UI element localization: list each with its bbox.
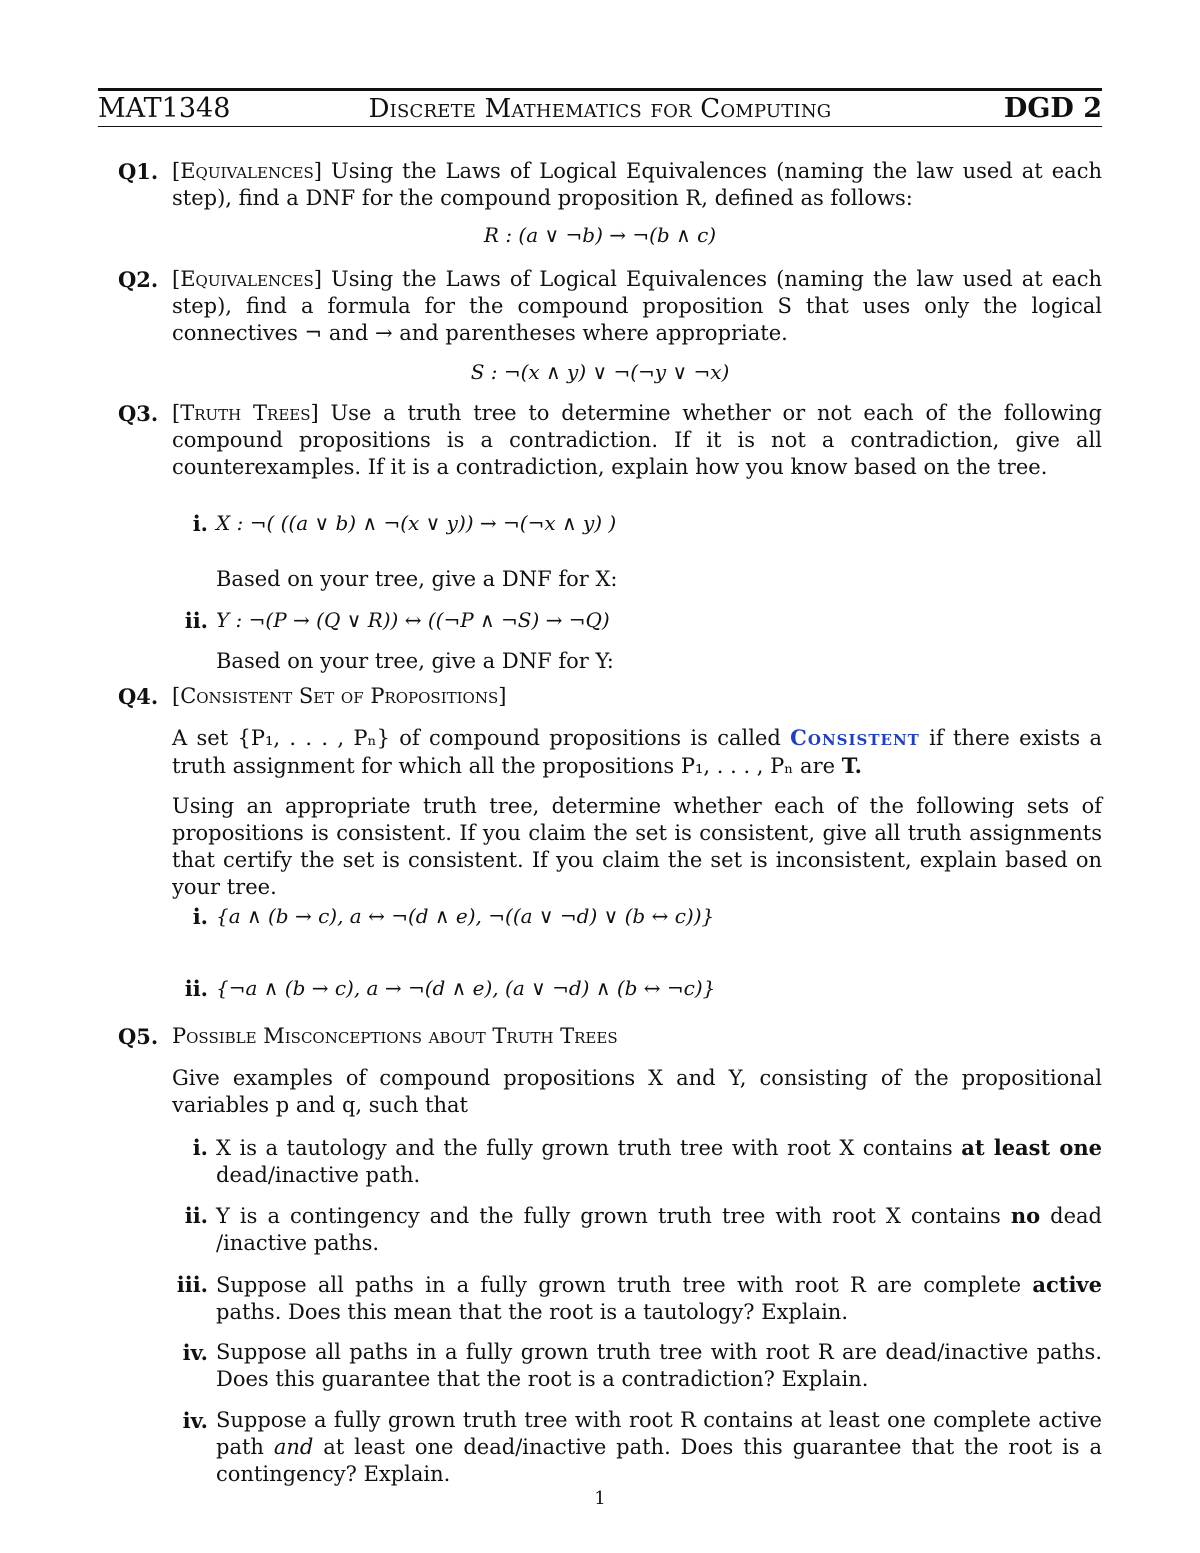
definition-after: if there exists a truth assignment for which all the propositions P₁, . . . , Pₙ are [172,726,1103,778]
question-2 [118,266,1102,348]
item-text: Y is a contingency and the fully grown truth tree with root X contains [216,1204,1001,1228]
truth-value: T. [841,753,862,778]
question-5-tag: Possible Misconceptions about Truth Trees [172,1024,618,1048]
item-label: i. [192,904,208,929]
question-1-text: Using the Laws of Logical Equivalences (naming the law used at each step), find a DNF for the compound proposition R, defined as follows: [172,159,1102,210]
item-text-end: paths. Does this mean that the root is a tautology? Explain. [216,1300,849,1324]
page-number: 1 [594,1488,606,1509]
formula-x: X : ¬( ((a ∨ b) ∧ ¬(x ∨ y)) → ¬(¬x ∧ y) ) [216,511,617,535]
item-text-end: at least one dead/inactive path. Does this guarantee that the root is a contingency? Explain. [216,1435,1102,1486]
item-label: iv. [182,1340,208,1365]
question-5-intro: Give examples of compound propositions X and Y, consisting of the propositional variables p and q, such that [172,1066,1102,1117]
formula-r: R : (a ∨ ¬b) → ¬(b ∧ c) [483,223,717,247]
item-text: Suppose all paths in a fully grown truth tree with root R are complete [216,1273,1022,1297]
item-emphasis: no [1010,1203,1041,1228]
question-2-tag: [Equivalences] [172,267,322,291]
question-3-tag: [Truth Trees] [172,401,319,425]
item-text-end: dead/inactive path. [216,1163,421,1187]
question-4 [118,683,1102,713]
set-formula-ii: {¬a ∧ (b → c), a → ¬(d ∧ e), (a ∨ ¬d) ∧ (b ↔ ¬c)} [216,976,716,1000]
item-label: iii. [176,1272,208,1297]
question-3-item-i-followup: Based on your tree, give a DNF for X: [216,567,618,591]
consistent-definition [172,724,1102,780]
item-label: iv. [182,1408,208,1433]
definition-before: A set {P₁, . . . , Pₙ} of compound propositions is called [172,726,781,750]
question-2-number: Q2. [118,267,159,292]
header-top-rule [98,88,1102,91]
course-title: Discrete Mathematics for Computing [368,94,832,124]
question-3-number: Q3. [118,401,159,426]
question-1-tag: [Equivalences] [172,159,322,183]
question-4-tag: [Consistent Set of Propositions] [172,684,507,708]
item-emphasis: at least one [961,1135,1102,1160]
item-label: i. [192,511,208,536]
question-4-instructions: Using an appropriate truth tree, determine whether each of the following sets of propositions is consistent. If you claim the set is consistent, give all truth assignments that certify the set is consistent. If you claim the set is inconsistent, explain based on your tree. [172,794,1102,899]
question-5 [118,1023,1102,1053]
document-id: DGD 2 [1003,93,1102,124]
item-label: ii. [184,1203,208,1228]
formula-s: S : ¬(x ∧ y) ∨ ¬(¬y ∨ ¬x) [470,360,730,384]
question-3-item-ii-followup: Based on your tree, give a DNF for Y: [216,649,614,673]
set-formula-i: {a ∧ (b → c), a ↔ ¬(d ∧ e), ¬((a ∨ ¬d) ∨ (b ↔ c))} [216,904,715,928]
question-1-number: Q1. [118,159,159,184]
page-header [98,88,1102,128]
question-5-number: Q5. [118,1024,159,1049]
item-text: Suppose all paths in a fully grown truth tree with root R are dead/inactive paths. Does this guarantee that the root is a contradiction? Explain. [216,1340,1102,1391]
item-label: ii. [184,608,208,633]
item-text: Suppose a fully grown truth tree with root R contains at least one complete active path [216,1408,1102,1459]
consistent-term: Consistent [790,725,920,750]
question-3-text: Use a truth tree to determine whether or not each of the following compound propositions is a contradiction. If it is not a contradiction, give all counterexamples. If it is a contradiction, explain how you know based on the tree. [172,401,1102,479]
question-4-number: Q4. [118,684,159,709]
item-label: ii. [184,976,208,1001]
question-1 [118,158,1102,214]
item-text-end: dead /inactive paths. [216,1204,1102,1255]
item-emphasis: active [1032,1272,1102,1297]
formula-y: Y : ¬(P → (Q ∨ R)) ↔ ((¬P ∧ ¬S) → ¬Q) [216,608,610,632]
question-3 [118,400,1102,482]
course-code: MAT1348 [98,93,231,124]
question-2-text: Using the Laws of Logical Equivalences (naming the law used at each step), find a formula for the compound proposition S that uses only the logical connectives ¬ and → and parentheses where appropriate. [172,267,1102,345]
item-emphasis: and [273,1435,314,1459]
header-bottom-rule [98,126,1102,127]
item-text: X is a tautology and the fully grown truth tree with root X contains [216,1136,953,1160]
item-label: i. [192,1135,208,1160]
